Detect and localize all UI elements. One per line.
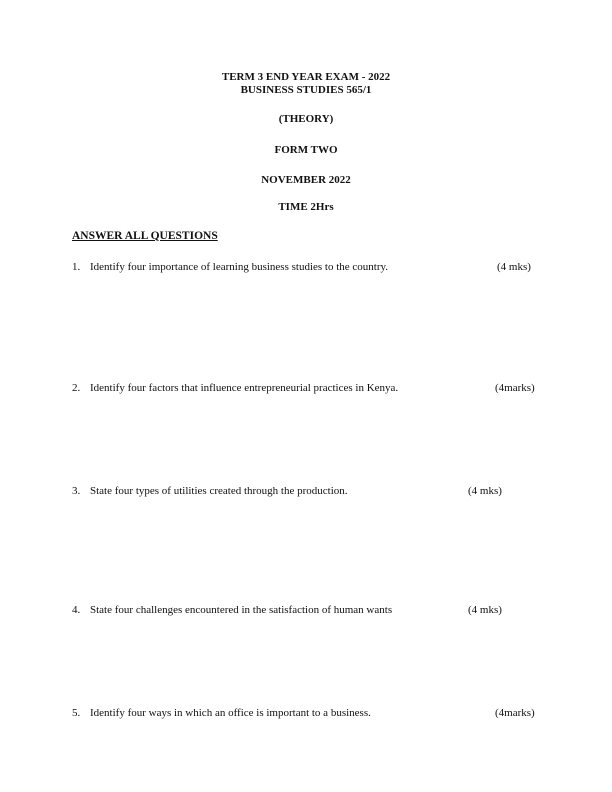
question-4: [72, 604, 392, 617]
question-1: [72, 261, 388, 274]
question-text: Identify four factors that influence entrepreneurial practices in Kenya.: [90, 382, 399, 394]
exam-date: NOVEMBER 2022: [261, 174, 351, 186]
question-text: Identify four importance of learning business studies to the country.: [90, 261, 389, 273]
question-text: State four challenges encountered in the satisfaction of human wants: [90, 604, 393, 616]
exam-title: TERM 3 END YEAR EXAM - 2022: [221, 71, 391, 83]
instructions-heading: ANSWER ALL QUESTIONS: [72, 230, 218, 242]
question-number: 3.: [72, 485, 81, 497]
question-number: 5.: [72, 707, 81, 719]
question-5: [72, 707, 371, 720]
question-4-marks: (4 mks): [468, 604, 502, 616]
question-text: Identify four ways in which an office is important to a business.: [90, 707, 371, 719]
question-2: [72, 382, 398, 395]
question-2-marks: (4marks): [495, 382, 535, 394]
question-1-marks: (4 mks): [497, 261, 531, 273]
exam-duration: TIME 2Hrs: [278, 201, 334, 213]
question-3-marks: (4 mks): [468, 485, 502, 497]
subject-code: BUSINESS STUDIES 565/1: [240, 84, 372, 96]
question-text: State four types of utilities created through the production.: [90, 485, 348, 497]
question-3: [72, 485, 348, 498]
paper-type: (THEORY): [278, 113, 334, 125]
form-level: FORM TWO: [274, 144, 338, 156]
question-number: 1.: [72, 261, 81, 273]
question-number: 4.: [72, 604, 81, 616]
question-number: 2.: [72, 382, 81, 394]
question-5-marks: (4marks): [495, 707, 535, 719]
